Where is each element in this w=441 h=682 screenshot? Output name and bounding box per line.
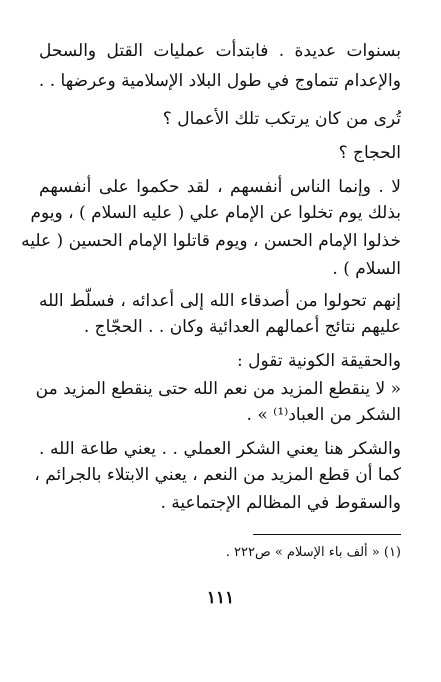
body-line-16: والسقوط في المظالم الإجتماعية . — [160, 493, 401, 513]
body-line-2: والإعدام تتماوج في طول البلاد الإسلامية وعرضها . . — [38, 71, 401, 91]
footnote-divider — [253, 534, 401, 535]
body-line-11: والحقيقة الكونية تقول : — [237, 351, 401, 371]
body-line-8: السلام ) . — [332, 259, 401, 279]
body-line-7: خذلوا الإمام الحسن ، ويوم قاتلوا الإمام الحسين ( عليه — [21, 231, 401, 251]
body-line-3: تُرى من كان يرتكب تلك الأعمال ؟ — [162, 109, 401, 129]
body-line-14: والشكر هنا يعني الشكر العملي . . يعني طاعة الله . — [39, 439, 401, 459]
body-line-6: بذلك يوم تخلوا عن الإمام علي ( عليه السلام ) ، ويوم — [30, 203, 401, 223]
body-line-1: بسنوات عديدة . فابتدأت عمليات القتل والسحل — [39, 41, 401, 61]
footnote: (١) « ألف باء الإسلام » ص٢٢٢ . — [225, 545, 401, 560]
body-line-15: كما أن قطع المزيد من النعم ، يعني الابتلاء بالجرائم ، — [34, 465, 401, 485]
body-line-12: « لا ينقطع المزيد من نعم الله حتى ينقطع المزيد من — [35, 379, 401, 399]
body-line-10: عليهم نتائج أعمالهم العدائية وكان . . الحجّاج . — [83, 317, 401, 337]
body-line-13: الشكر من العباد⁽¹⁾ » . — [246, 405, 401, 425]
body-line-5: لا . وإنما الناس أنفسهم ، لقد حكموا على أنفسهم — [39, 177, 401, 197]
page-number: ١١١ — [206, 588, 235, 608]
body-line-4: الحجاج ؟ — [338, 143, 401, 163]
body-line-9: إنهم تحولوا من أصدقاء الله إلى أعدائه ، فسلّط الله — [39, 291, 401, 311]
